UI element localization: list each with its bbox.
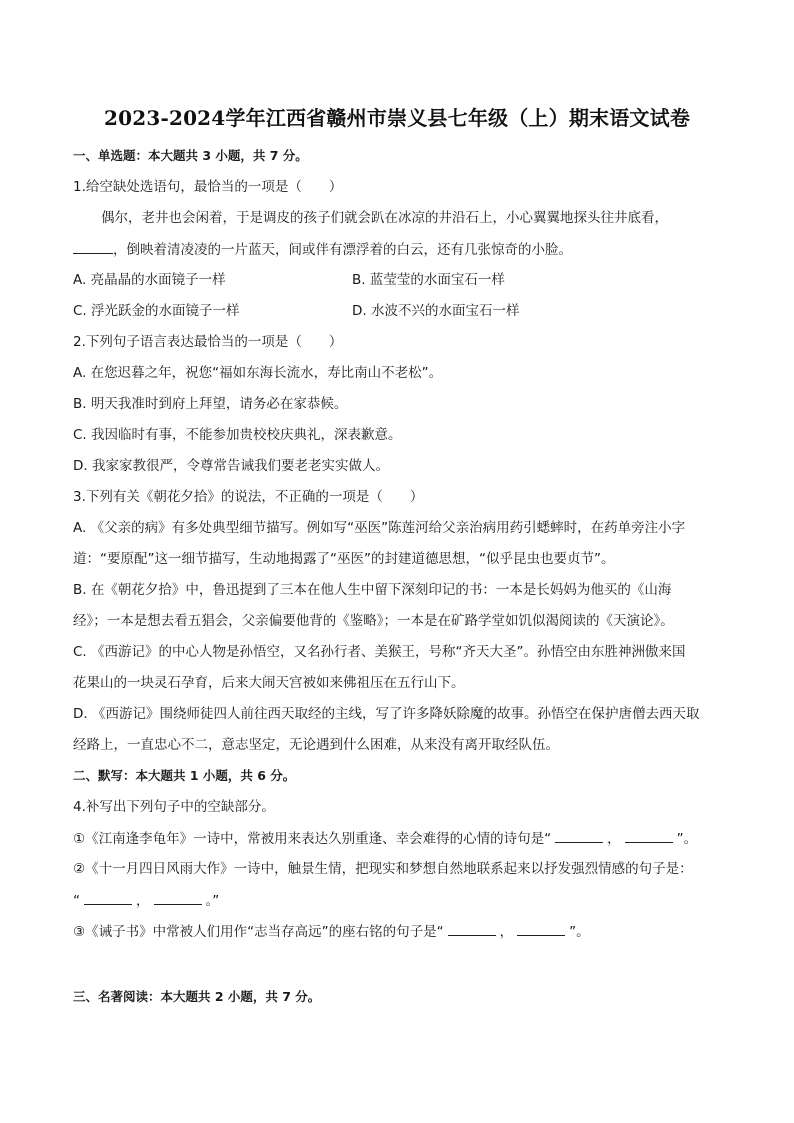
question-4-stem: 4.补写出下列句子中的空缺部分。	[73, 799, 275, 815]
answer-blank[interactable]	[555, 828, 603, 843]
question-4-item-2-line-2	[73, 890, 733, 911]
question-3-option-c-line-2: 花果山的一块灵石孕育，后来大闹天宫被如来佛祖压在五行山下。	[73, 675, 465, 691]
question-3-option-a-line-2: 道：“要原配”这一细节描写，生动地揭露了“巫医”的封建道德思想，“似乎昆虫也要贞节”。	[73, 551, 615, 567]
section-heading-2: 二、默写：本大题共 1 小题，共 6 分。	[73, 768, 296, 783]
question-1-stem: 1.给空缺处选语句，最恰当的一项是（ ）	[73, 179, 343, 195]
question-1-passage-line-1: 偶尔，老井也会闲着，于是调皮的孩子们就会趴在冰凉的井沿石上，小心翼翼地探头往井底看，	[101, 210, 668, 226]
closing-quote: ”。	[569, 924, 590, 940]
answer-blank[interactable]	[84, 890, 132, 905]
item-3-text: ③《诫子书》中常被人们用作“志当存高远”的座右铭的句子是“	[73, 924, 444, 940]
page-title: 2023-2024学年江西省赣州市崇义县七年级（上）期末语文试卷	[103, 106, 691, 130]
question-3-option-b-line-2: 经》；一本是想去看五猖会，父亲偏要他背的《鉴略》；一本是在矿路学堂如饥似渴阅读的《天演论》。	[73, 613, 674, 629]
question-4-item-2-line-1: ②《十一月四日风雨大作》一诗中，触景生情，把现实和梦想自然地联系起来以抒发强烈情感的句子是：	[73, 861, 693, 877]
question-3-stem: 3.下列有关《朝花夕拾》的说法，不正确的一项是（ ）	[73, 489, 424, 505]
question-3-option-d-line-2: 经路上，一直忠心不二，意志坚定，无论遇到什么困难，从来没有离开取经队伍。	[73, 737, 559, 753]
comma: ，	[499, 924, 514, 940]
section-heading-3: 三、名著阅读：本大题共 2 小题，共 7 分。	[73, 989, 321, 1004]
question-2-option-d: D. 我家家教很严，令尊常告诫我们要老老实实做人。	[73, 458, 389, 474]
question-1-option-d: D. 水波不兴的水面宝石一样	[352, 303, 520, 319]
answer-blank[interactable]	[154, 890, 202, 905]
answer-blank[interactable]	[448, 921, 496, 936]
section-heading-1: 一、单选题：本大题共 3 小题，共 7 分。	[73, 148, 308, 163]
question-2-option-b: B. 明天我准时到府上拜望，请务必在家恭候。	[73, 396, 348, 412]
passage-text: ，倒映着清凌凌的一片蓝天，间或伴有漂浮着的白云，还有几张惊奇的小脸。	[113, 242, 572, 258]
closing-quote: ”。	[676, 831, 698, 847]
question-1-passage-line-2	[73, 239, 733, 260]
question-1-option-a: A. 亮晶晶的水面镜子一样	[73, 272, 226, 288]
question-3-option-c-line-1: C. 《西游记》的中心人物是孙悟空，又名孙行者、美猴王，号称“齐天大圣”。孙悟空由东胜神洲傲来国	[73, 644, 686, 660]
question-3-option-d-line-1: D. 《西游记》围绕师徒四人前往西天取经的主线，写了许多降妖除魔的故事。孙悟空在保护唐僧去西天取	[73, 706, 700, 722]
comma: ，	[136, 893, 150, 909]
question-4-item-3	[73, 921, 733, 942]
answer-blank[interactable]	[517, 921, 565, 936]
answer-blank[interactable]	[73, 239, 113, 254]
item-1-text: ①《江南逢李龟年》一诗中，常被用来表达久别重逢、幸会难得的心情的诗句是“	[73, 831, 552, 847]
question-1-option-c: C. 浮光跃金的水面镜子一样	[73, 303, 240, 319]
question-2-stem: 2.下列句子语言表达最恰当的一项是（ ）	[73, 334, 343, 350]
question-3-option-b-line-1: B. 在《朝花夕拾》中，鲁迅提到了三本在他人生中留下深刻印记的书：一本是长妈妈为他买的《山海	[73, 582, 672, 598]
question-3-option-a-line-1: A. 《父亲的病》有多处典型细节描写。例如写“巫医”陈莲河给父亲治病用药引蟋蟀时，在药单旁注小字	[73, 520, 686, 536]
question-4-item-1	[73, 828, 733, 849]
question-2-option-a: A. 在您迟暮之年，祝您“福如东海长流水，寿比南山不老松”。	[73, 365, 443, 381]
question-1-option-b: B. 蓝莹莹的水面宝石一样	[352, 272, 505, 288]
answer-blank[interactable]	[625, 828, 673, 843]
question-2-option-c: C. 我因临时有事，不能参加贵校校庆典礼，深表歉意。	[73, 427, 402, 443]
closing-period-quote: 。”	[205, 893, 220, 909]
comma: ，	[607, 831, 621, 847]
opening-quote: “	[73, 893, 80, 909]
